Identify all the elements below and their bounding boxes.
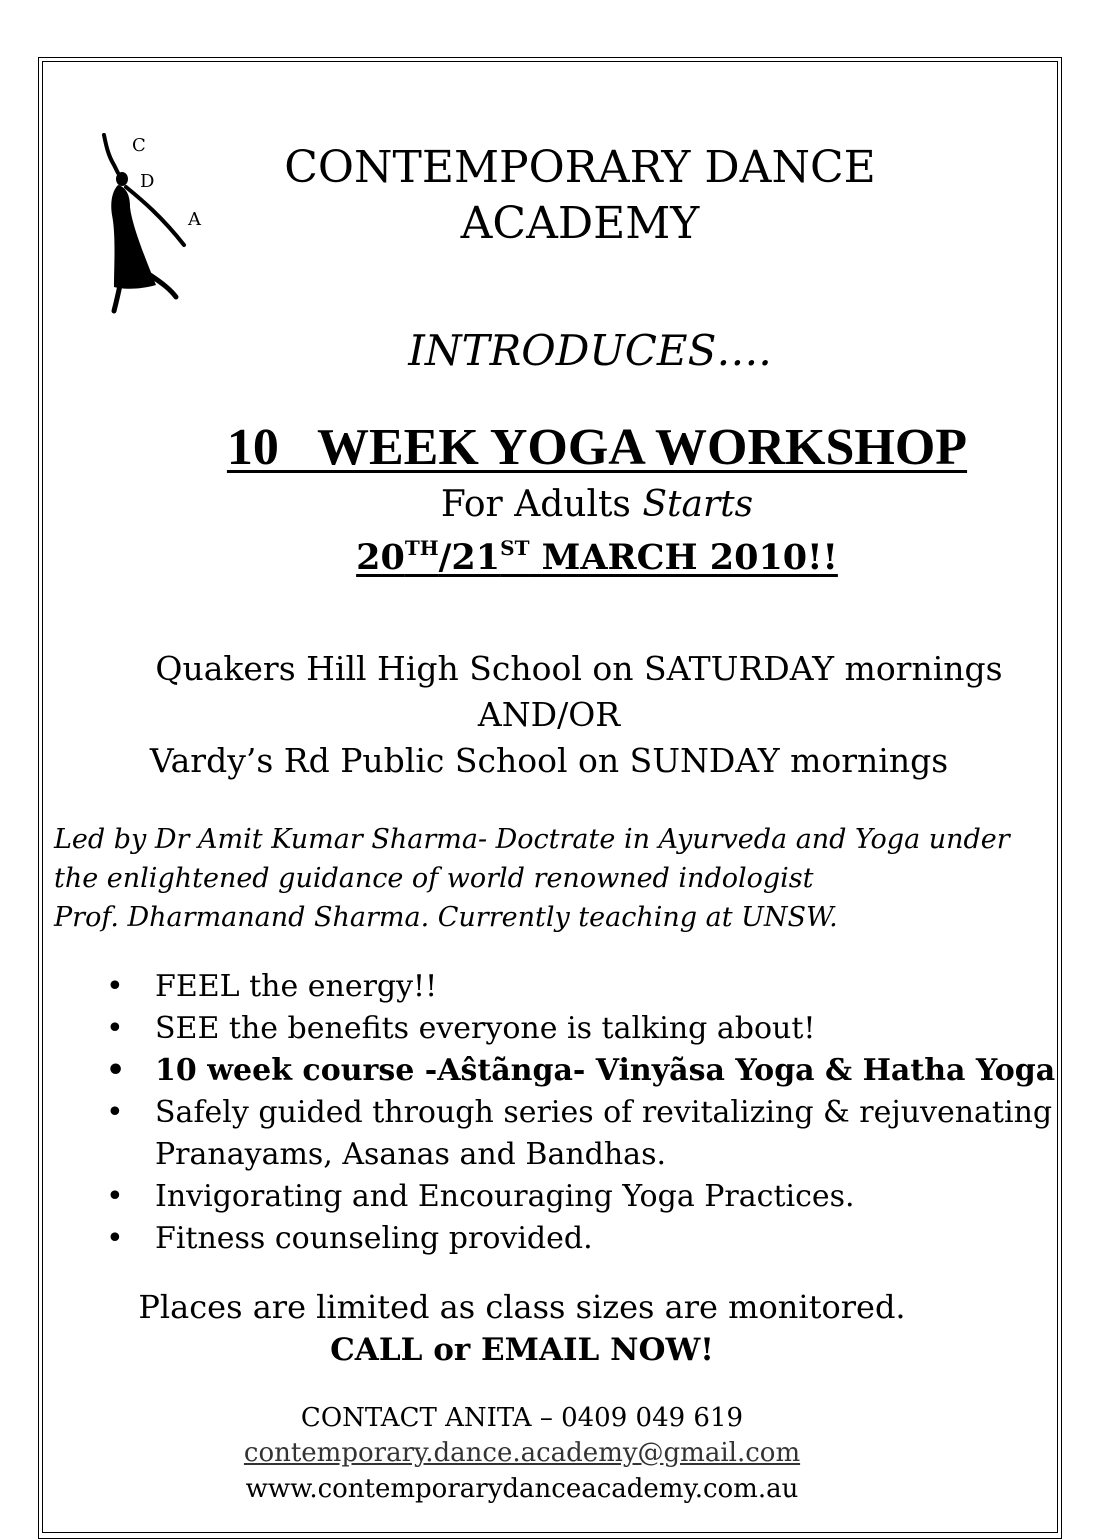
date-sep: /21 [438,537,501,578]
date-sup1: TH [404,536,439,560]
date-sup2: ST [500,536,530,560]
places-limited-text: Places are limited as class sizes are monitored. [138,1288,906,1326]
bullet-icon: • [106,969,124,1004]
academy-logo [92,125,212,320]
date-rest: MARCH 2010!! [529,537,838,578]
dancer-silhouette-icon [92,125,212,320]
bullet-icon: • [106,1221,124,1256]
benefits-list [100,966,1060,1260]
academy-name-line1: CONTEMPORARY DANCE [284,142,876,193]
list-item [100,1092,1060,1134]
list-item-text: Fitness counseling provided. [155,1221,593,1256]
list-item-text: SEE the benefits everyone is talking about! [155,1011,816,1046]
venue-sunday: Vardy’s Rd Public School on SUNDAY mornings [149,741,949,780]
logo-letter-c: C [132,135,146,156]
list-item-continuation [100,1134,1060,1176]
list-item-text: Safely guided through series of revitalizing & rejuvenating [155,1095,1053,1130]
list-item-text: FEEL the energy!! [155,969,438,1004]
list-item [100,1050,1060,1092]
instructor-description [54,820,1054,937]
academy-name [250,140,910,252]
academy-name-line2: ACADEMY [460,198,700,249]
logo-letter-a: A [188,209,201,230]
introduces-text: INTRODUCES…. [408,326,772,375]
for-adults-line [42,484,1115,525]
instructor-line3: Prof. Dharmanand Sharma. Currently teaching at UNSW. [54,902,838,933]
bullet-icon: • [106,1095,124,1130]
bullet-icon: • [106,1179,124,1214]
list-item [100,1218,1060,1260]
list-item [100,1008,1060,1050]
bullet-icon: • [106,1053,126,1088]
list-item-text: Invigorating and Encouraging Yoga Practices. [155,1179,855,1214]
contact-phone: CONTACT ANITA – 0409 049 619 [300,1403,744,1433]
instructor-line2: the enlightened guidance of world renowned indologist [54,863,814,894]
starts-text: Starts [642,484,754,525]
venue-saturday: Quakers Hill High School on SATURDAY mornings [155,649,1003,688]
date-day1: 20 [356,537,405,578]
list-item [100,966,1060,1008]
call-to-action: CALL or EMAIL NOW! [330,1332,714,1368]
workshop-title-text: 10 WEEK YOGA WORKSHOP [226,419,968,476]
venue-and-or: AND/OR [477,695,621,734]
for-adults-text: For Adults [440,484,631,525]
list-item [100,1176,1060,1218]
contact-email-link[interactable]: contemporary.dance.academy@gmail.com [243,1438,801,1468]
list-item-text: 10 week course -Aŝtãnga- Vinyãsa Yoga & Hatha Yoga [155,1053,1056,1088]
start-date [42,536,1115,578]
list-item-text: Pranayams, Asanas and Bandhas. [155,1137,666,1172]
instructor-line1: Led by Dr Amit Kumar Sharma- Doctrate in Ayurveda and Yoga under [54,824,1010,855]
workshop-title [42,418,1115,477]
logo-letter-d: D [140,171,155,192]
bullet-icon: • [106,1011,124,1046]
website-url: www.contemporarydanceacademy.com.au [245,1474,799,1504]
venues-block [42,646,1056,784]
